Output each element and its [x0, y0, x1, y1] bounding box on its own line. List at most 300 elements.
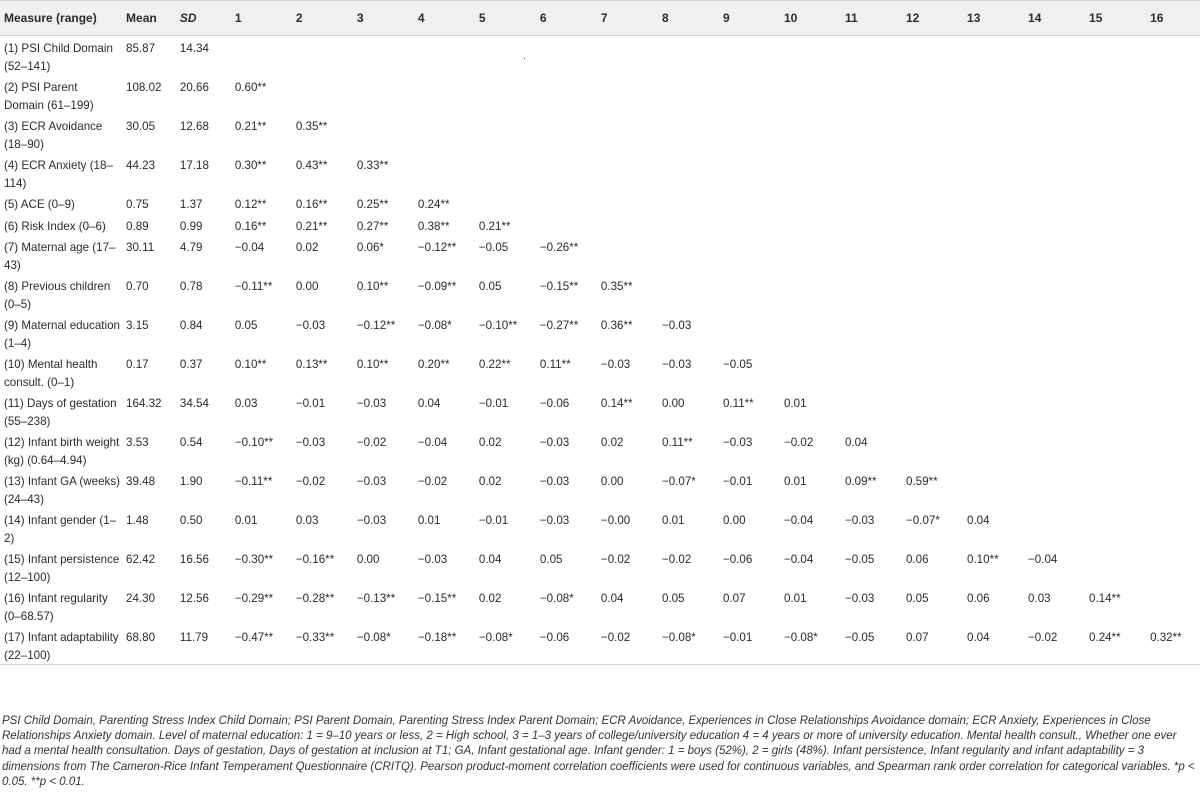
correlation-cell: 0.09**: [844, 475, 877, 488]
correlation-cell: −0.10**: [234, 436, 274, 449]
correlation-cell: [1085, 547, 1146, 586]
correlation-cell: [963, 352, 1024, 391]
correlation-cell: −0.03: [539, 436, 570, 449]
mean-cell: 39.48: [126, 475, 156, 488]
correlation-cell: [1146, 36, 1200, 76]
correlation-cell: [780, 192, 841, 214]
correlation-cell: −0.02: [600, 553, 631, 566]
measure-label: (7) Maternal age (17–43): [4, 241, 116, 272]
correlation-cell: 0.02: [478, 475, 502, 488]
table-row: [0, 625, 1200, 665]
correlation-cell: [902, 192, 963, 214]
correlation-cell: 0.60**: [234, 81, 267, 94]
correlation-cell: 0.10**: [356, 280, 389, 293]
correlation-cell: 0.24**: [1085, 625, 1146, 665]
correlation-cell: [475, 114, 536, 153]
correlation-cell: −0.09**: [417, 280, 457, 293]
sd-cell: 0.84: [179, 319, 203, 332]
header-col-5: 5: [475, 1, 536, 36]
correlation-cell: −0.07*: [906, 514, 940, 527]
table-body: [0, 36, 1200, 665]
correlation-cell: [780, 75, 841, 114]
correlation-cell: 0.01: [783, 397, 807, 410]
correlation-cell: [597, 235, 658, 274]
correlation-cell: −0.47**: [231, 625, 292, 665]
measure-label: (8) Previous children (0–5): [4, 280, 111, 311]
correlation-cell: [780, 274, 841, 313]
mean-cell: 3.53: [126, 436, 149, 449]
correlation-cell: [841, 36, 902, 76]
correlation-cell: [536, 114, 597, 153]
correlation-cell: −0.05: [841, 625, 902, 665]
correlation-cell: 0.06*: [356, 241, 384, 254]
correlation-cell: −0.33**: [292, 625, 353, 665]
correlation-cell: 0.22**: [478, 358, 511, 371]
measure-label: (16) Infant regularity (0–68.57): [4, 592, 108, 623]
measure-label: (2) PSI Parent Domain (61–199): [4, 81, 94, 112]
correlation-cell: −0.16**: [295, 553, 335, 566]
correlation-cell: 0.04: [417, 397, 441, 410]
correlation-cell: −0.30**: [234, 553, 274, 566]
header-col-11: 11: [841, 1, 902, 36]
correlation-cell: [536, 75, 597, 114]
correlation-cell: [1146, 114, 1200, 153]
correlation-cell: [414, 114, 475, 153]
correlation-cell: [719, 274, 780, 313]
correlation-cell: 0.04: [478, 553, 502, 566]
correlation-cell: −0.29**: [234, 592, 274, 605]
correlation-cell: 0.59**: [906, 475, 938, 488]
correlation-cell: [719, 313, 780, 352]
correlation-cell: 0.03: [1028, 592, 1051, 605]
correlation-cell: −0.08*: [539, 592, 574, 605]
correlation-cell: −0.02: [417, 475, 448, 488]
correlation-cell: [902, 114, 963, 153]
mean-cell: 62.42: [126, 553, 156, 566]
correlation-cell: 0.14**: [1089, 592, 1121, 605]
correlation-cell: [1024, 235, 1085, 274]
correlation-cell: −0.04: [783, 514, 814, 527]
correlation-cell: 0.02: [295, 241, 319, 254]
correlation-cell: [963, 192, 1024, 214]
table-row: [0, 547, 1200, 586]
header-col-1: 1: [231, 1, 292, 36]
correlation-cell: 0.04: [600, 592, 624, 605]
correlation-cell: −0.08*: [475, 625, 536, 665]
table-row: [0, 391, 1200, 430]
correlation-cell: [780, 235, 841, 274]
header-col-16: 16: [1146, 1, 1200, 36]
correlation-cell: 0.21**: [234, 120, 267, 133]
correlation-cell: −0.27**: [539, 319, 579, 332]
table-row: [0, 313, 1200, 352]
sd-cell: 1.37: [179, 198, 203, 211]
correlation-cell: [1085, 313, 1146, 352]
correlation-cell: [902, 235, 963, 274]
correlation-cell: −0.02: [295, 475, 326, 488]
correlation-cell: −0.04: [1028, 553, 1058, 566]
correlation-cell: −0.03: [539, 475, 570, 488]
correlation-cell: [902, 391, 963, 430]
correlation-cell: −0.03: [356, 514, 387, 527]
correlation-cell: [1146, 214, 1200, 236]
correlation-cell: [658, 153, 719, 192]
sd-cell: 34.54: [179, 397, 209, 410]
correlation-cell: [658, 235, 719, 274]
header-col-15: 15: [1085, 1, 1146, 36]
mean-cell: 1.48: [126, 514, 149, 527]
header-mean: Mean: [122, 1, 176, 36]
correlation-cell: [1085, 352, 1146, 391]
correlation-cell: [719, 75, 780, 114]
correlation-cell: [1146, 430, 1200, 469]
correlation-cell: [536, 153, 597, 192]
correlation-cell: [902, 153, 963, 192]
correlation-cell: 0.24**: [417, 198, 450, 211]
correlation-cell: −0.06: [536, 625, 597, 665]
correlation-cell: 0.21**: [478, 219, 511, 233]
table-row: [0, 469, 1200, 508]
correlation-cell: 0.00: [600, 475, 624, 488]
correlation-cell: −0.13**: [356, 592, 396, 605]
correlation-cell: [1085, 214, 1146, 236]
correlation-cell: 0.00: [722, 514, 746, 527]
measure-label: (4) ECR Anxiety (18–114): [4, 159, 113, 190]
correlation-cell: [780, 214, 841, 236]
correlation-cell: [658, 274, 719, 313]
correlation-cell: [597, 192, 658, 214]
correlation-cell: −0.07*: [661, 475, 696, 488]
header-col-2: 2: [292, 1, 353, 36]
correlation-cell: −0.03: [295, 436, 326, 449]
measure-label: (5) ACE (0–9): [4, 198, 75, 211]
correlation-cell: −0.03: [661, 358, 692, 371]
correlation-cell: 0.07: [902, 625, 963, 665]
correlation-cell: [719, 214, 780, 236]
header-col-6: 6: [536, 1, 597, 36]
header-col-10: 10: [780, 1, 841, 36]
correlation-cell: [353, 36, 414, 76]
table-row: [0, 75, 1200, 114]
correlation-cell: [902, 313, 963, 352]
measure-label: (13) Infant GA (weeks) (24–43): [4, 475, 120, 506]
measure-label: (17) Infant adaptability (22–100): [0, 625, 122, 665]
correlation-cell: [597, 153, 658, 192]
correlation-cell: [1085, 508, 1146, 547]
correlation-cell: 0.25**: [356, 198, 389, 211]
correlation-cell: −0.00: [600, 514, 631, 527]
correlation-cell: [1024, 274, 1085, 313]
correlation-cell: 0.03: [234, 397, 258, 410]
correlation-cell: 0.10**: [234, 358, 267, 371]
correlation-cell: [902, 430, 963, 469]
mean-cell: 108.02: [126, 81, 162, 94]
correlation-cell: [719, 36, 780, 76]
correlation-cell: 0.00: [356, 553, 380, 566]
correlation-cell: 0.00: [295, 280, 319, 293]
correlation-cell: [414, 153, 475, 192]
correlation-cell: [475, 192, 536, 214]
correlation-cell: 0.21**: [295, 219, 328, 233]
correlation-cell: [536, 192, 597, 214]
mean-cell: 44.23: [126, 159, 156, 172]
correlation-cell: −0.08*: [780, 625, 841, 665]
sd-cell: 1.90: [179, 475, 203, 488]
correlation-cell: 0.05: [234, 319, 258, 332]
correlation-cell: [841, 153, 902, 192]
table-header-row: [0, 1, 1200, 36]
sd-cell: 4.79: [179, 241, 203, 254]
mean-cell: 3.15: [126, 319, 149, 332]
correlation-cell: [231, 36, 292, 76]
mean-cell: 0.75: [126, 198, 149, 211]
correlation-cell: [841, 235, 902, 274]
correlation-cell: 0.01: [417, 514, 441, 527]
sd-cell: 0.99: [179, 219, 203, 233]
correlation-cell: 0.35**: [295, 120, 328, 133]
correlation-cell: [353, 114, 414, 153]
correlation-cell: [841, 114, 902, 153]
correlation-cell: [963, 313, 1024, 352]
mean-cell: 164.32: [126, 397, 162, 410]
correlation-cell: −0.01: [719, 625, 780, 665]
correlation-cell: [1146, 235, 1200, 274]
correlation-cell: [1085, 235, 1146, 274]
table-row: [0, 352, 1200, 391]
correlation-cell: 0.05: [661, 592, 685, 605]
correlation-cell: [1085, 430, 1146, 469]
correlation-cell: [780, 153, 841, 192]
sd-cell: 12.56: [179, 592, 209, 605]
correlation-cell: [780, 36, 841, 76]
correlation-cell: 0.05: [478, 280, 502, 293]
correlation-cell: 0.07: [722, 592, 746, 605]
measure-label: (12) Infant birth weight (kg) (0.64–4.94): [4, 436, 120, 467]
correlation-cell: [719, 114, 780, 153]
correlation-cell: [414, 36, 475, 76]
header-col-8: 8: [658, 1, 719, 36]
correlation-cell: 0.13**: [295, 358, 328, 371]
header-col-14: 14: [1024, 1, 1085, 36]
correlation-cell: [1146, 274, 1200, 313]
mean-cell: 0.17: [126, 358, 149, 371]
correlation-cell: [1024, 352, 1085, 391]
correlation-cell: [719, 192, 780, 214]
correlation-cell: 0.05: [906, 592, 929, 605]
correlation-cell: −0.04: [417, 436, 448, 449]
correlation-cell: 0.14**: [600, 397, 633, 410]
correlation-cell: [1085, 75, 1146, 114]
header-sd: SD: [176, 1, 231, 36]
header-col-7: 7: [597, 1, 658, 36]
correlation-cell: −0.03: [722, 436, 753, 449]
correlation-cell: [658, 75, 719, 114]
correlation-cell: [475, 36, 536, 76]
correlation-cell: 0.00: [661, 397, 685, 410]
correlation-cell: [353, 75, 414, 114]
mean-cell: 30.05: [126, 120, 156, 133]
correlation-cell: [597, 214, 658, 236]
correlation-cell: 0.33**: [356, 159, 389, 172]
correlation-cell: −0.04: [783, 553, 814, 566]
correlation-cell: −0.01: [295, 397, 326, 410]
table-row: [0, 36, 1200, 76]
correlation-cell: [963, 75, 1024, 114]
table-row: [0, 192, 1200, 214]
sd-cell: 0.37: [179, 358, 203, 371]
correlation-cell: −0.02: [356, 436, 387, 449]
correlation-cell: 0.03: [295, 514, 319, 527]
correlation-cell: −0.03: [661, 319, 692, 332]
mean-cell: 0.89: [126, 219, 149, 233]
correlation-cell: −0.04: [234, 241, 265, 254]
correlation-cell: [719, 153, 780, 192]
correlation-cell: −0.03: [844, 592, 875, 605]
correlation-cell: 0.27**: [356, 219, 389, 233]
correlation-cell: [658, 36, 719, 76]
correlation-cell: [780, 313, 841, 352]
correlation-cell: 0.11**: [539, 358, 571, 371]
correlation-cell: −0.15**: [539, 280, 579, 293]
correlation-cell: [414, 75, 475, 114]
correlation-cell: [1085, 36, 1146, 76]
correlation-cell: 0.04: [844, 436, 868, 449]
sd-cell: 17.18: [179, 159, 209, 172]
correlation-cell: [902, 352, 963, 391]
correlation-cell: [963, 274, 1024, 313]
correlation-cell: [963, 114, 1024, 153]
header-col-13: 13: [963, 1, 1024, 36]
measure-label: (14) Infant gender (1–2): [4, 514, 117, 545]
correlation-cell: [1146, 469, 1200, 508]
correlation-cell: [841, 214, 902, 236]
correlation-cell: [841, 75, 902, 114]
correlation-cell: −0.03: [600, 358, 631, 371]
sd-cell: 0.50: [179, 514, 203, 527]
correlation-cell: −0.03: [356, 397, 387, 410]
correlation-cell: −0.02: [597, 625, 658, 665]
sd-cell: 16.56: [179, 553, 209, 566]
correlation-cell: −0.05: [722, 358, 753, 371]
correlation-cell: −0.05: [844, 553, 875, 566]
mean-cell: 30.11: [126, 241, 155, 254]
correlation-cell: −0.08*: [658, 625, 719, 665]
correlation-cell: −0.02: [783, 436, 814, 449]
correlation-cell: [1024, 153, 1085, 192]
correlation-cell: −0.06: [539, 397, 570, 410]
table-row: [0, 114, 1200, 153]
measure-label: (10) Mental health consult. (0–1): [4, 358, 98, 389]
measure-label: (6) Risk Index (0–6): [4, 219, 106, 233]
correlation-cell: [1024, 214, 1085, 236]
correlation-cell: [1146, 313, 1200, 352]
correlation-cell: 0.12**: [234, 198, 267, 211]
mean-cell: 0.70: [126, 280, 149, 293]
correlation-cell: 0.02: [600, 436, 624, 449]
correlation-cell: −0.01: [478, 397, 509, 410]
correlation-cell: [1146, 75, 1200, 114]
correlation-cell: [597, 114, 658, 153]
correlation-cell: 0.16**: [234, 219, 267, 233]
correlation-cell: −0.03: [295, 319, 326, 332]
mean-cell: 68.80: [122, 625, 176, 665]
correlation-cell: 0.02: [478, 592, 502, 605]
header-measure: Measure (range): [0, 1, 122, 36]
correlation-cell: −0.05: [478, 241, 509, 254]
sd-cell: 12.68: [179, 120, 209, 133]
correlation-cell: [1024, 36, 1085, 76]
correlation-cell: 0.06: [906, 553, 929, 566]
correlation-cell: [658, 214, 719, 236]
correlation-cell: [841, 313, 902, 352]
correlation-cell: −0.01: [722, 475, 753, 488]
correlation-cell: [1085, 153, 1146, 192]
correlation-cell: −0.10**: [478, 319, 518, 332]
correlation-cell: [902, 75, 963, 114]
correlation-cell: 0.20**: [417, 358, 450, 371]
correlation-cell: [963, 469, 1024, 508]
correlation-cell: 0.06: [967, 592, 990, 605]
correlation-cell: [963, 391, 1024, 430]
correlation-cell: [719, 235, 780, 274]
correlation-cell: −0.11**: [234, 280, 273, 293]
header-col-4: 4: [414, 1, 475, 36]
correlation-cell: 0.38**: [417, 219, 450, 233]
correlation-cell: 0.11**: [661, 436, 693, 449]
sd-cell: 20.66: [179, 81, 209, 94]
header-col-9: 9: [719, 1, 780, 36]
correlation-cell: 0.16**: [295, 198, 328, 211]
correlation-cell: [1146, 153, 1200, 192]
sd-cell: 0.78: [179, 280, 203, 293]
correlation-cell: [1024, 192, 1085, 214]
correlation-cell: [658, 192, 719, 214]
correlation-cell: [841, 192, 902, 214]
correlation-cell: 0.32**: [1146, 625, 1200, 665]
correlation-cell: −0.08*: [417, 319, 452, 332]
table-footnote: PSI Child Domain, Parenting Stress Index Child Domain; PSI Parent Domain, Parenting Stress Index Parent Domain; ECR Avoidance, Experiences in Close Relationships Avoidance domain; ECR Anxiety, Experiences in Close Relationships Anxiety domain. Level of maternal education: 1 = 9–10 years or less, 2 = High school, 3 = 1–3 years of college/university education 4 = 4 years or more of university education. Mental health consult., Whether one ever had a mental health consultation. Days of gestation, Days of gestation at inclusion at T1; GA, Infant gestational age. Infant gender: 1 = boys (52%), 2 = girls (48%). Infant persistence, Infant regularity and infant adaptability = 3 dimensions from The Cameron-Rice Infant Temperament Questionnaire (CRITQ). Pearson product-moment correlation coefficients were used for continuous variables, and Spearman rank order correlation for categorical variables. *p < 0.05. **p < 0.01.: [2, 715, 1195, 788]
correlation-cell: [1146, 192, 1200, 214]
correlation-cell: −0.08*: [353, 625, 414, 665]
correlation-cell: [780, 114, 841, 153]
correlation-cell: [963, 214, 1024, 236]
table-row: [0, 274, 1200, 313]
correlation-cell: [1085, 391, 1146, 430]
mean-cell: 24.30: [126, 592, 156, 605]
correlation-cell: [1024, 469, 1085, 508]
sd-cell: 14.34: [179, 42, 209, 55]
correlation-cell: [1085, 469, 1146, 508]
correlation-cell: −0.02: [1024, 625, 1085, 665]
correlation-cell: 0.01: [661, 514, 685, 527]
correlation-cell: −0.18**: [414, 625, 475, 665]
mean-cell: 85.87: [126, 42, 156, 55]
correlation-cell: [597, 75, 658, 114]
correlation-cell: [536, 36, 597, 76]
correlation-cell: [1146, 547, 1200, 586]
correlation-cell: −0.28**: [295, 592, 335, 605]
correlation-cell: 0.36**: [600, 319, 633, 332]
correlation-cell: 0.04: [963, 625, 1024, 665]
correlation-cell: [1024, 508, 1085, 547]
table-row: [0, 214, 1200, 236]
correlation-cell: [1024, 313, 1085, 352]
correlation-cell: [902, 36, 963, 76]
header-col-12: 12: [902, 1, 963, 36]
correlation-cell: [1146, 586, 1200, 625]
sd-cell: 11.79: [176, 625, 231, 665]
correlation-cell: [902, 214, 963, 236]
